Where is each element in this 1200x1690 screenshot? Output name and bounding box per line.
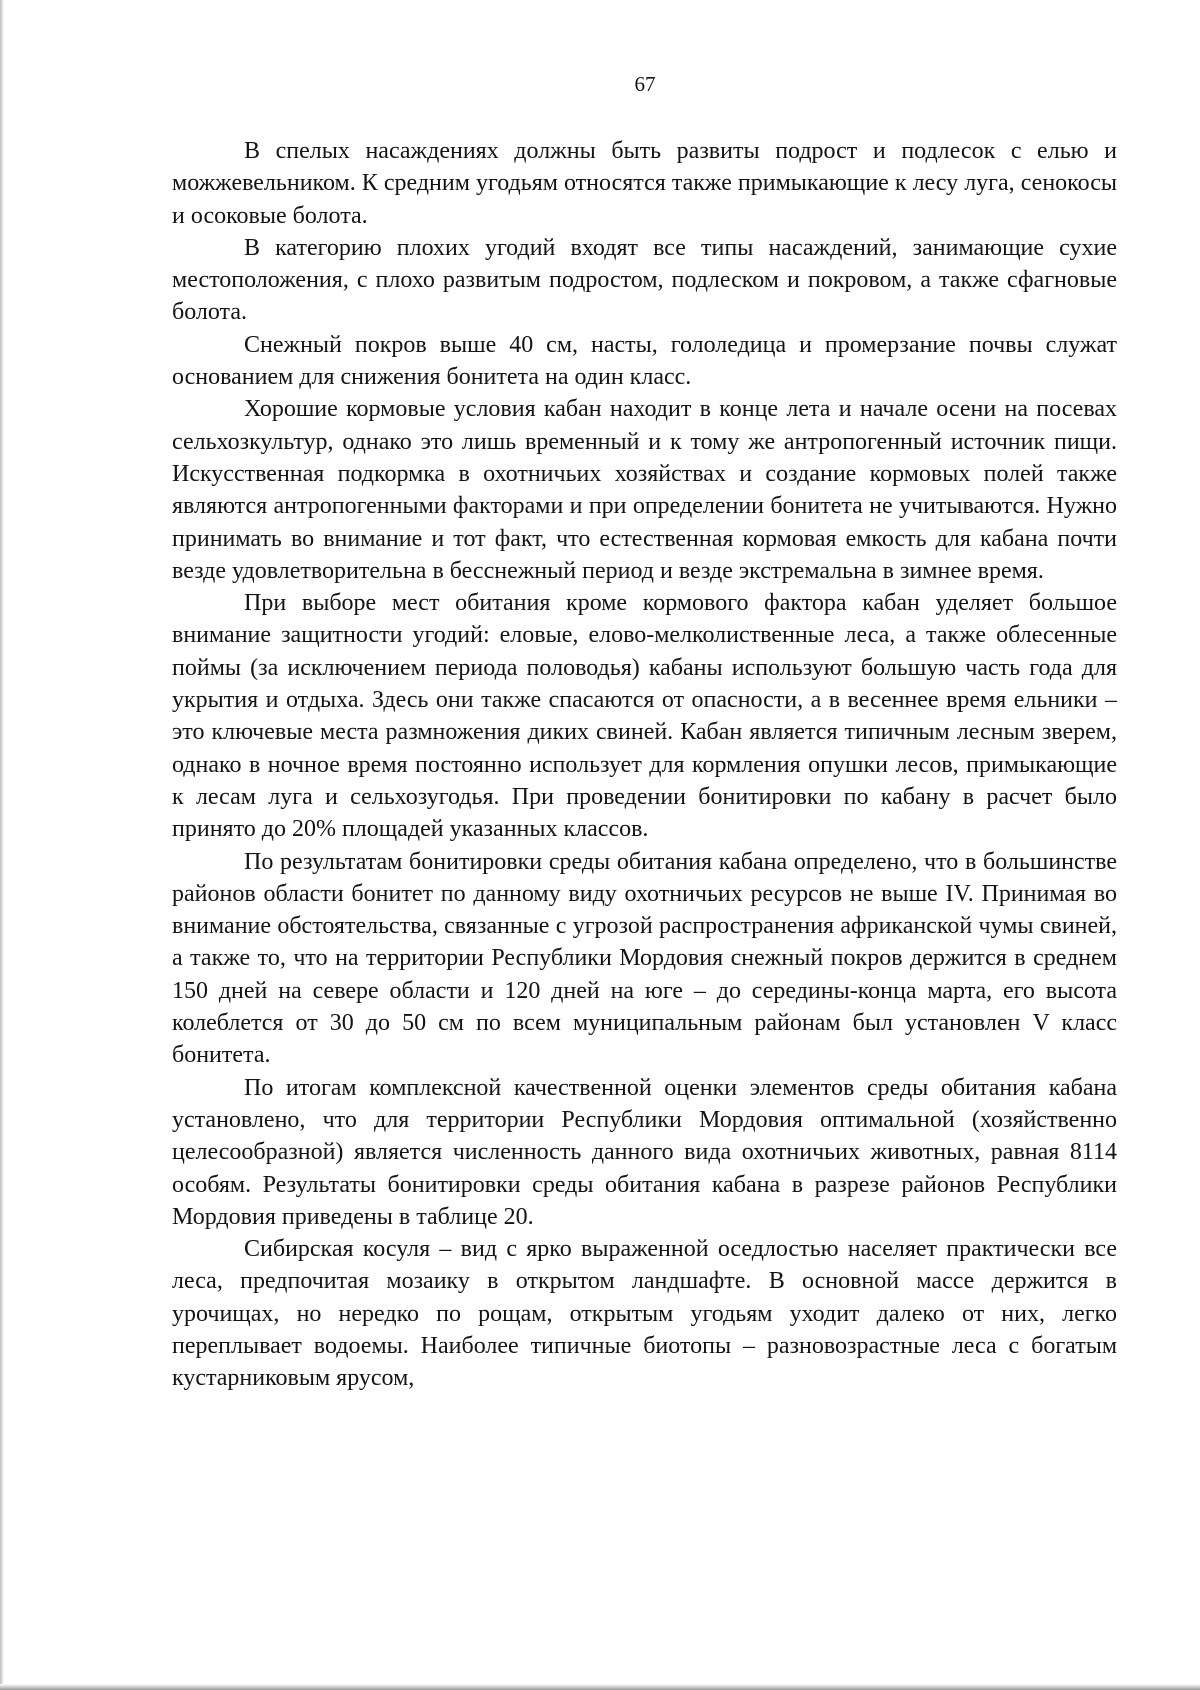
paragraph-mature-stands: В спелых насаждениях должны быть развиты подрост и подлесок с елью и можжевельником. К средним угодьям относятся также примыкающие к лесу луга, сенокосы и осоковые болота. <box>172 138 1117 229</box>
scan-edge-left <box>0 0 4 1690</box>
paragraph-bonitet-results: По результатам бонитировки среды обитания кабана определено, что в большинстве районов области бонитет по данному виду охотничьих ресурсов не выше IV. Принимая во внимание обстоятельства, связанные с угрозой распространения африканской чумы свиней, а также то, что на территории Республики Мордовия снежный покров держится в среднем 150 дней на севере области и 120 дней на юге – до середины-конца марта, его высота колеблется от 30 до 50 см по всем муниципальным районам был установлен V класс бонитета. <box>172 848 1117 1069</box>
paragraph-habitat-protection: При выборе мест обитания кроме кормового фактора кабан уделяет большое внимание защитности угодий: еловые, елово-мелколиственные леса, а также облесенные поймы (за исключением периода половодья) кабаны используют большую часть года для укрытия и отдыха. Здесь они также спасаются от опасности, а в весеннее время ельники – это ключевые места размножения диких свиней. Кабан является типичным лесным зверем, однако в ночное время постоянно использует для кормления опушки лесов, примыкающие к лесам луга и сельхозугодья. При проведении бонитировки по кабану в расчет было принято до 20% площадей указанных классов. <box>172 590 1117 843</box>
paragraph-siberian-roe-deer: Сибирская косуля – вид с ярко выраженной оседлостью населяет практически все леса, предпочитая мозаику в открытом ландшафте. В основной массе держится в урочищах, но нередко по рощам, открытым угодьям уходит далеко от них, легко переплывает водоемы. Наиболее типичные биотопы – разновозрастные леса с богатым кустарниковым ярусом, <box>172 1236 1117 1392</box>
page-number: 67 <box>634 72 656 96</box>
document-body <box>172 135 1117 1395</box>
paragraph-feeding-conditions: Хорошие кормовые условия кабан находит в конце лета и начале осени на посевах сельхозкультур, однако это лишь временный и к тому же антропогенный источник пищи. Искусственная подкормка в охотничьих хозяйствах и создание кормовых полей также являются антропогенными факторами и при определении бонитета не учитываются. Нужно принимать во внимание и тот факт, что естественная кормовая емкость для кабана почти везде удовлетворительна в бесснежный период и везде экстремальна в зимнее время. <box>172 396 1117 584</box>
paragraph-poor-grounds: В категорию плохих угодий входят все типы насаждений, занимающие сухие местоположения, с плохо развитым подростом, подлеском и покровом, а также сфагновые болота. <box>172 234 1117 326</box>
paragraph-optimal-population: По итогам комплексной качественной оценки элементов среды обитания кабана установлено, что для территории Республики Мордовия оптимальной (хозяйственно целесообразной) является численность данного вида охотничьих животных, равная 8114 особям. Результаты бонитировки среды обитания кабана в разрезе районов Республики Мордовия приведены в таблице 20. <box>172 1074 1117 1230</box>
scan-edge-bottom <box>0 1684 1200 1690</box>
paragraph-snow-cover: Снежный покров выше 40 см, насты, гололедица и промерзание почвы служат основанием для снижения бонитета на один класс. <box>172 331 1117 391</box>
